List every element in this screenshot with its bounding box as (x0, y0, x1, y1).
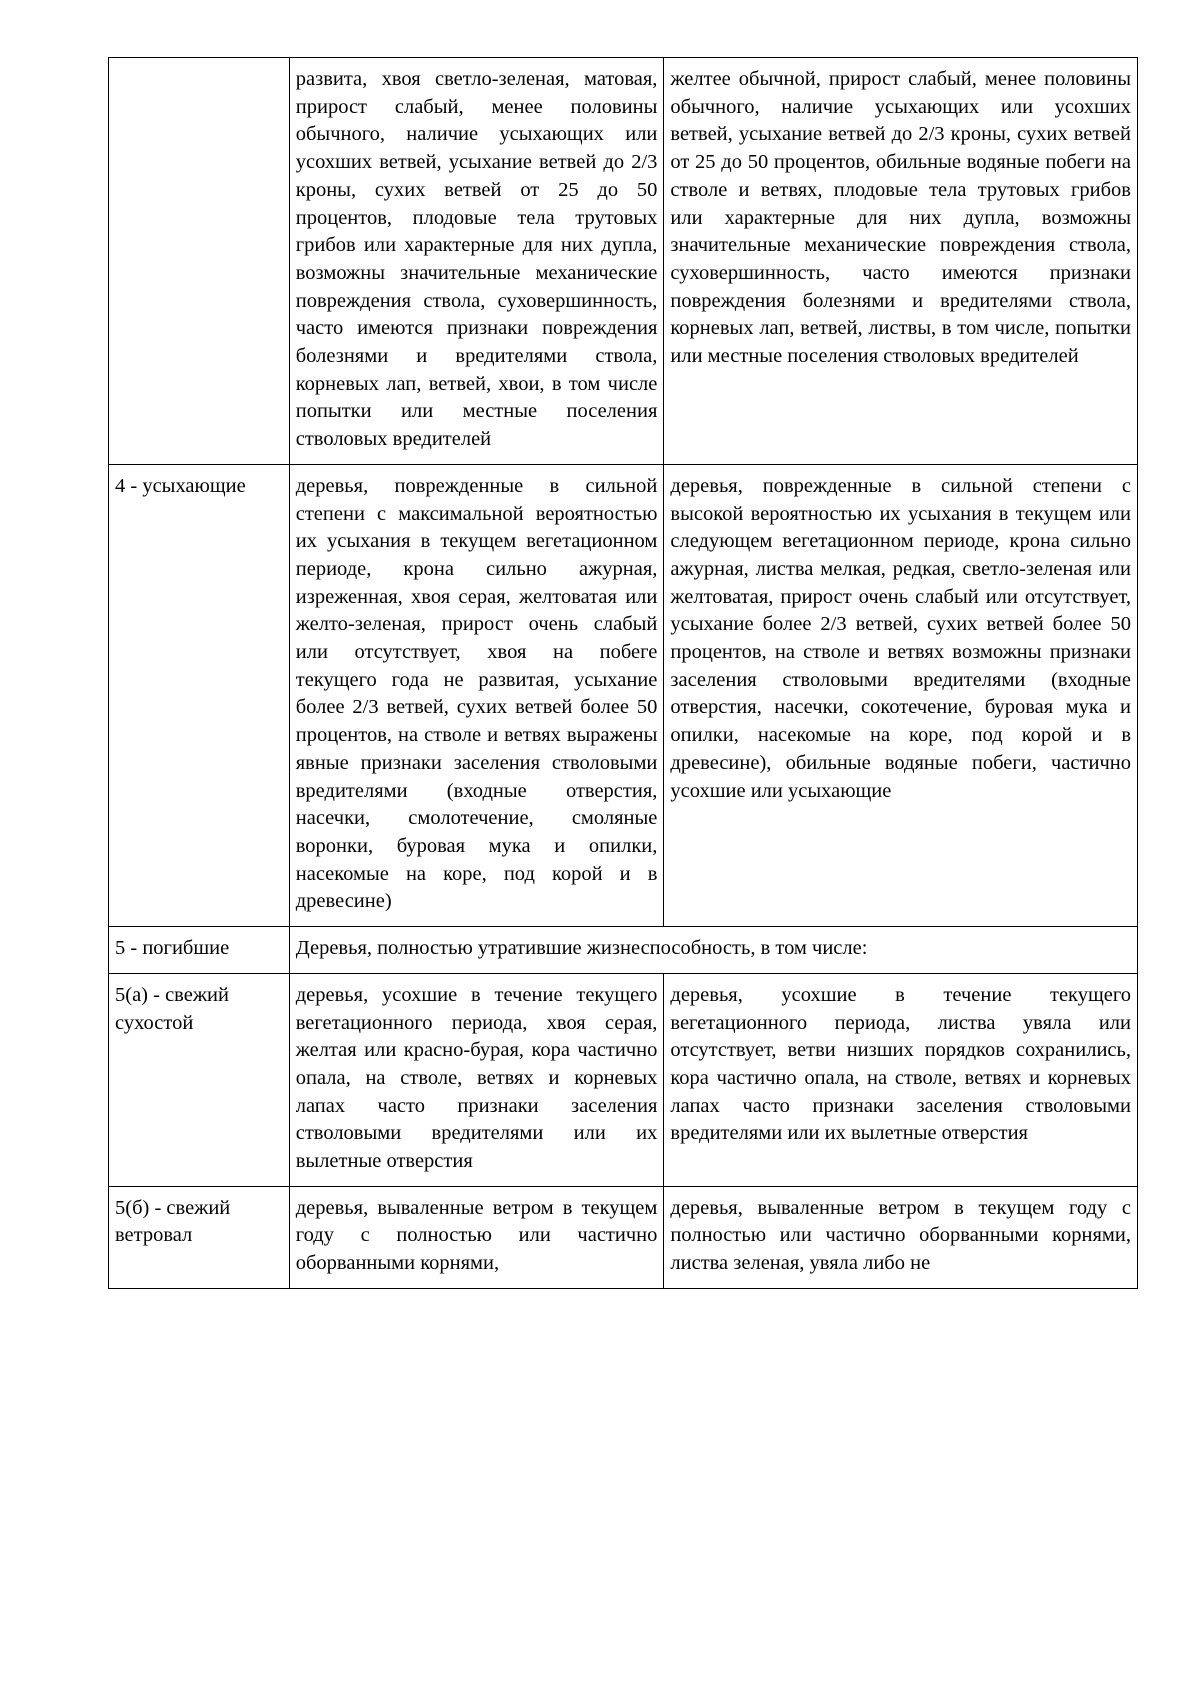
deciduous-description-cell: деревья, вываленные ветром в текущем году с полностью или частично оборванными корнями, листва зеленая, увяла либо не (664, 1186, 1138, 1288)
category-cell: 5 - погибшие (109, 927, 290, 974)
coniferous-description-cell: деревья, вываленные ветром в текущем году с полностью или частично оборванными корнями, (289, 1186, 664, 1288)
document-page (108, 57, 1138, 1289)
category-cell: 5(а) - свежий сухостой (109, 973, 290, 1186)
tree-condition-table (108, 57, 1138, 1289)
table-row (109, 58, 1138, 465)
category-cell (109, 58, 290, 465)
table-row (109, 973, 1138, 1186)
category-cell: 5(б) - свежий ветровал (109, 1186, 290, 1288)
merged-description-cell: Деревья, полностью утратившие жизнеспособность, в том числе: (289, 927, 1137, 974)
deciduous-description-cell: желтее обычной, прирост слабый, менее половины обычного, наличие усыхающих или усохших ветвей, усыхание ветвей до 2/3 кроны, сухих ветвей от 25 до 50 процентов, обильные водяные побеги на стволе и ветвях, плодовые тела трутовых грибов или характерные для них дупла, возможны значительные механические повреждения ствола, суховершинность, часто имеются признаки повреждения болезнями и вредителями ствола, корневых лап, ветвей, листвы, в том числе, попытки или местные поселения стволовых вредителей (664, 58, 1138, 465)
table-row (109, 927, 1138, 974)
deciduous-description-cell: деревья, усохшие в течение текущего вегетационного периода, листва увяла или отсутствует, ветви низших порядков сохранились, кора частично опала, на стволе, ветвях и корневых лапах часто признаки заселения стволовыми вредителями или их вылетные отверстия (664, 973, 1138, 1186)
coniferous-description-cell: деревья, усохшие в течение текущего вегетационного периода, хвоя серая, желтая или красно-бурая, кора частично опала, на стволе, ветвях и корневых лапах часто признаки заселения стволовыми вредителями или их вылетные отверстия (289, 973, 664, 1186)
table-row (109, 1186, 1138, 1288)
deciduous-description-cell: деревья, поврежденные в сильной степени с высокой вероятностью их усыхания в текущем или следующем вегетационном периоде, крона сильно ажурная, листва мелкая, редкая, светло-зеленая или желтоватая, прирост очень слабый или отсутствует, усыхание более 2/3 ветвей, сухих ветвей более 50 процентов, на стволе и ветвях возможны признаки заселения стволовыми вредителями (входные отверстия, насечки, сокотечение, буровая мука и опилки, насекомые на коре, под корой и в древесине), обильные водяные побеги, частично усохшие или усыхающие (664, 464, 1138, 926)
category-cell: 4 - усыхающие (109, 464, 290, 926)
table-row (109, 464, 1138, 926)
coniferous-description-cell: развита, хвоя светло-зеленая, матовая, прирост слабый, менее половины обычного, наличие усыхающих или усохших ветвей, усыхание ветвей до 2/3 кроны, сухих ветвей от 25 до 50 процентов, плодовые тела трутовых грибов или характерные для них дупла, возможны значительные механические повреждения ствола, суховершинность, часто имеются признаки повреждения болезнями и вредителями ствола, корневых лап, ветвей, хвои, в том числе попытки или местные поселения стволовых вредителей (289, 58, 664, 465)
coniferous-description-cell: деревья, поврежденные в сильной степени с максимальной вероятностью их усыхания в текущем вегетационном периоде, крона сильно ажурная, изреженная, хвоя серая, желтоватая или желто-зеленая, прирост очень слабый или отсутствует, хвоя на побеге текущего года не развитая, усыхание более 2/3 ветвей, сухих ветвей более 50 процентов, на стволе и ветвях выражены явные признаки заселения стволовыми вредителями (входные отверстия, насечки, смолотечение, смоляные воронки, буровая мука и опилки, насекомые на коре, под корой и в древесине) (289, 464, 664, 926)
